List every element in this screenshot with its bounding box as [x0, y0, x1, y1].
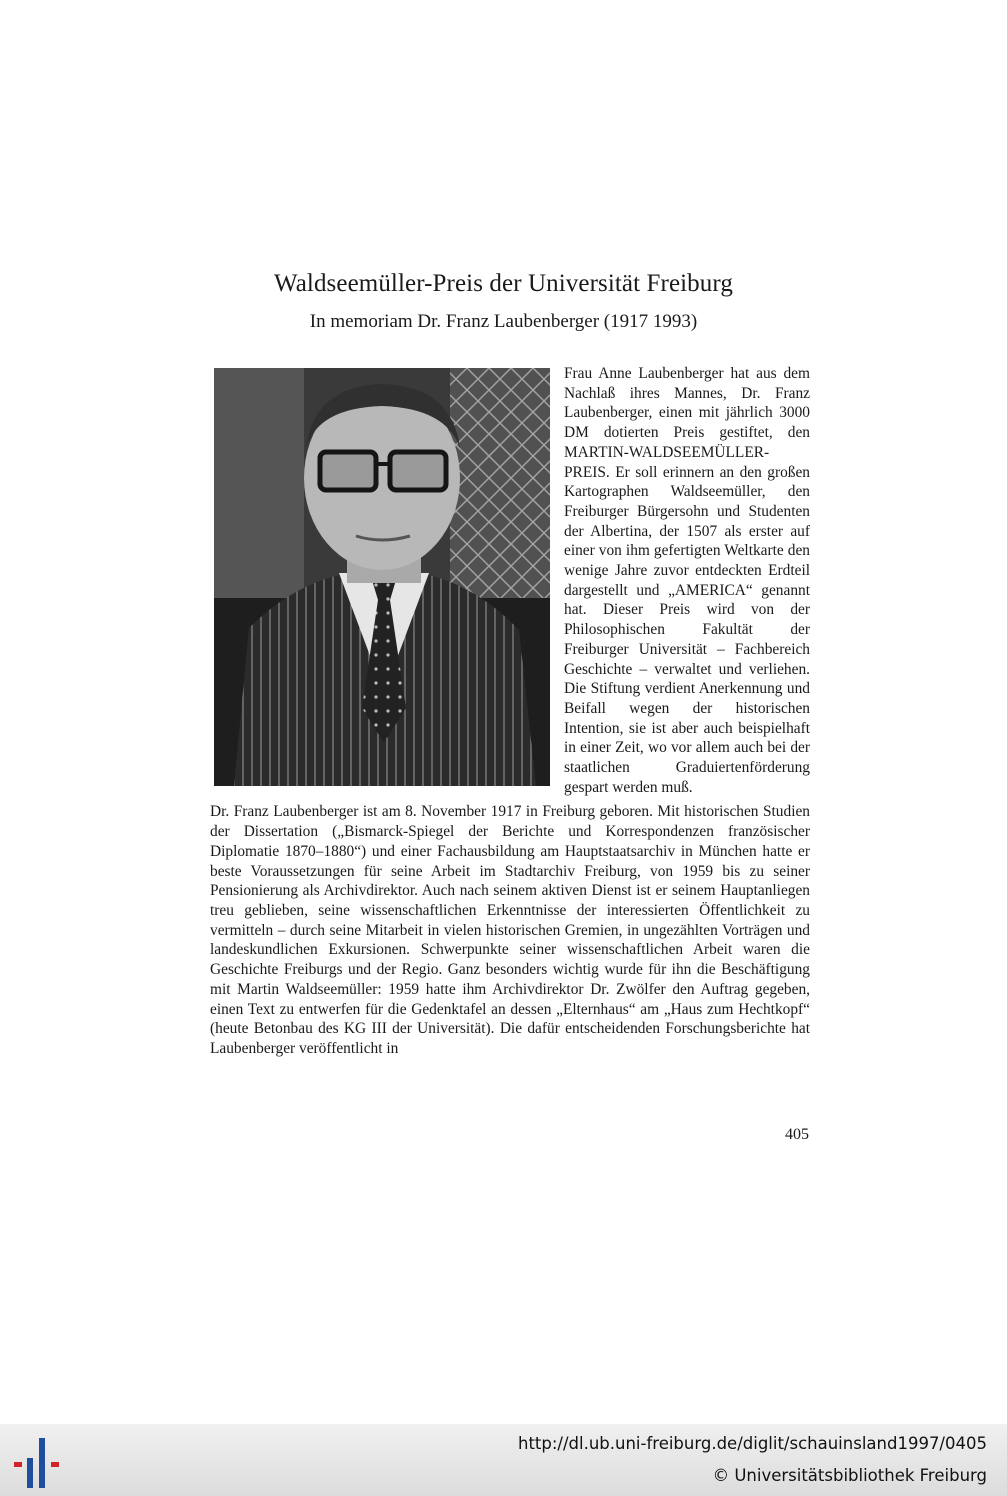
portrait-photo [214, 368, 550, 786]
ub-freiburg-logo-icon [14, 1436, 64, 1488]
paragraph-foundation: Frau Anne Laubenberger hat aus dem Nachlaß ihres Mannes, Dr. Franz Laubenberger, einen mit jährlich 3000 DM dotierten Preis gestiftet, den MARTIN-WALDSEEMÜLLER-PREIS. Er soll erinnern an den großen Kartographen Waldseemüller, den Freiburger Bürgersohn und Studenten der Albertina, der 1507 als erster auf einer von ihm gefertigten Weltkarte den wenige Jahre zuvor entdeckten Erdteil dargestellt und „AMERICA“ genannt hat. Dieser Preis wird von der Philosophischen Fakultät der Freiburger Universität – Fachbereich Geschichte – verwaltet und verliehen. Die Stiftung verdient Anerkennung und Beifall wegen der historischen Intention, sie ist aber auch beispielhaft in einer Zeit, wo vor allem auch bei der staatlichen Graduiertenförderung gespart werden muß. [564, 365, 810, 796]
article-subtitle: In memoriam Dr. Franz Laubenberger (1917 1993) [309, 311, 698, 332]
portrait-illustration-icon [214, 368, 550, 786]
footer-copyright: © Universitätsbibliothek Freiburg [712, 1466, 987, 1485]
article-body [210, 364, 810, 1059]
footer-url-link[interactable]: http://dl.ub.uni-freiburg.de/diglit/schauinsland1997/0405 [517, 1434, 987, 1453]
article-title: Waldseemüller-Preis der Universität Freiburg [274, 270, 733, 297]
paragraph-biography: Dr. Franz Laubenberger ist am 8. November 1917 in Freiburg geboren. Mit historischen Studien der Dissertation („Bismarck-Spiegel der Berichte und Korrespondenzen französischer Diplomatie 1870–1880“) und einer Fachausbildung am Hauptstaatsarchiv in München hatte er beste Voraussetzungen für seine Arbeit im Stadtarchiv Freiburg, von 1959 bis zu seiner Pensionierung als Archivdirektor. Auch nach seinem aktiven Dienst ist er seinem Hauptanliegen treu geblieben, seine wissenschaftlichen Erkenntnisse der interessierten Öffentlichkeit zu vermitteln – durch seine Mitarbeit in vielen historischen Gremien, in ungezählten Vorträgen und landeskundlichen Exkursionen. Schwerpunkte seiner wissenschaftlichen Arbeit waren die Geschichte Freiburgs und der Regio. Ganz besonders wichtig wurde für ihn die Beschäftigung mit Martin Waldseemüller: 1959 hatte ihm Archivdirektor Dr. Zwölfer den Auftrag gegeben, einen Text zu entwerfen für die Gedenktafel an dessen „Elternhaus“ am „Haus zum Hechtkopf“ (heute Betonbau des KG III der Universität). Die dafür entscheidenden Forschungsberichte hat Laubenberger veröffentlicht in [210, 803, 810, 1057]
page-number: 405 [785, 1126, 809, 1143]
